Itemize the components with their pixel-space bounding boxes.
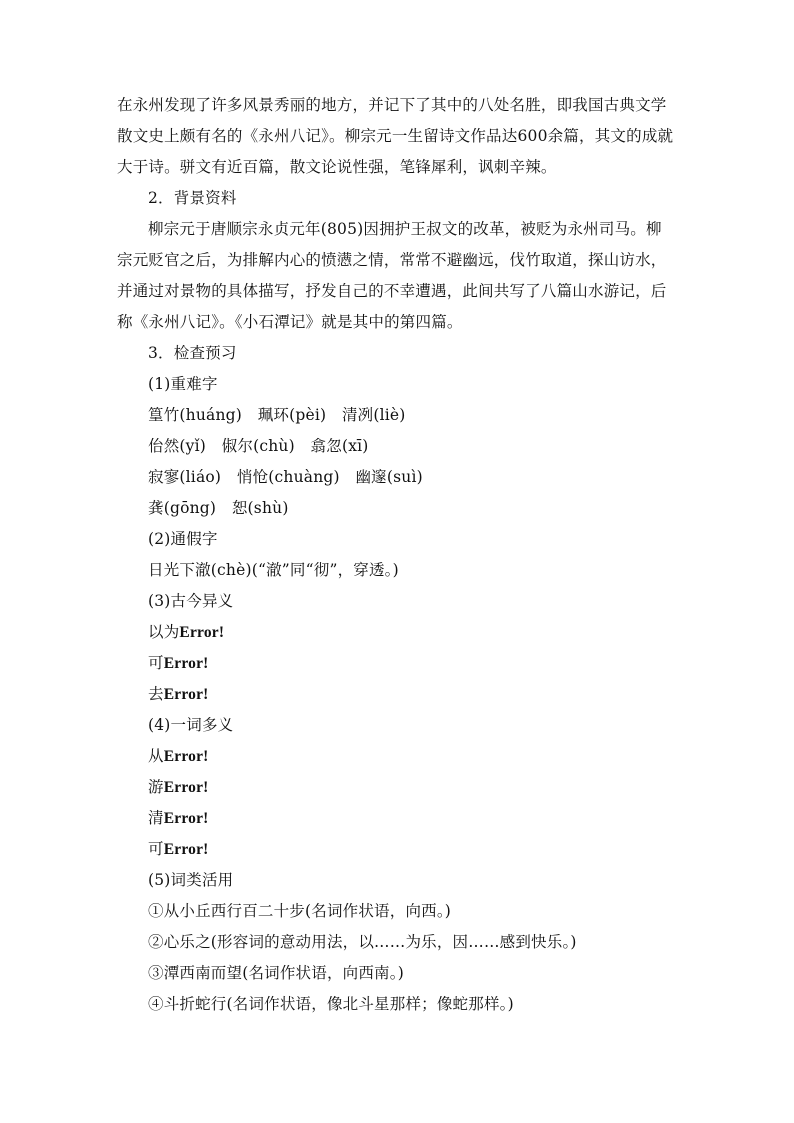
polysemy-item [117,741,677,772]
ancient-modern-item [117,648,677,679]
polysemy-item [117,772,677,803]
section-2-heading: 2．背景资料 [148,189,237,207]
pronunciation-row: 佁然(yǐ) 俶尔(chù) 翕忽(xī) [148,437,369,455]
item-word: 去 [148,685,164,703]
item-word: 可 [148,840,164,858]
item-word: 游 [148,778,164,796]
polysemy-item [117,834,677,865]
section-3-heading: 3．检查预习 [148,344,237,362]
background-line-4: 称《永州八记》。《小石潭记》就是其中的第四篇。 [117,313,463,331]
item-word: 从 [148,747,164,765]
document-body [117,90,677,1020]
polysemy-item [117,803,677,834]
pronunciation-row: 龚(gōng) 恕(shù) [148,499,289,517]
subsection-5-title: (5)词类活用 [148,871,234,889]
word-class-row: ③潭西南而望(名词作状语，向西南。) [148,964,404,982]
loanword-row: 日光下澈(chè)(“澈”同“彻”，穿透。) [148,561,399,579]
intro-line-1: 在永州发现了许多风景秀丽的地方，并记下了其中的八处名胜，即我国古典文学 [117,96,667,114]
intro-line-3: 大于诗。骈文有近百篇，散文论说性强，笔锋犀利，讽刺辛辣。 [117,158,557,176]
item-word: 以为 [148,623,180,641]
error-field: Error! [163,779,209,796]
pronunciation-row: 篁竹(huáng) 珮环(pèi) 清冽(liè) [148,406,406,424]
error-field: Error! [163,810,209,827]
item-word: 清 [148,809,164,827]
word-class-row: ②心乐之(形容词的意动用法，以……为乐，因……感到快乐。) [148,933,577,951]
background-line-1: 柳宗元于唐顺宗永贞元年(805)因拥护王叔文的改革，被贬为永州司马。柳 [148,220,662,238]
word-class-row: ④斗折蛇行(名词作状语，像北斗星那样；像蛇那样。) [148,995,514,1013]
subsection-2-title: (2)通假字 [148,530,218,548]
ancient-modern-item [117,617,677,648]
pronunciation-row: 寂寥(liáo) 悄怆(chuàng) 幽邃(suì) [148,468,423,486]
error-field: Error! [163,841,209,858]
ancient-modern-item [117,679,677,710]
item-word: 可 [148,654,164,672]
word-class-row: ①从小丘西行百二十步(名词作状语，向西。) [148,902,452,920]
background-line-3: 并通过对景物的具体描写，抒发自己的不幸遭遇，此间共写了八篇山水游记，后 [117,282,667,300]
background-line-2: 宗元贬官之后，为排解内心的愤懑之情，常常不避幽远，伐竹取道，探山访水， [117,251,667,269]
subsection-1-title: (1)重难字 [148,375,218,393]
error-field: Error! [179,624,225,641]
error-field: Error! [163,748,209,765]
subsection-4-title: (4)一词多义 [148,716,234,734]
error-field: Error! [163,655,209,672]
error-field: Error! [163,686,209,703]
subsection-3-title: (3)古今异义 [148,592,234,610]
intro-line-2: 散文史上颇有名的《永州八记》。柳宗元一生留诗文作品达600余篇，其文的成就 [117,127,674,145]
